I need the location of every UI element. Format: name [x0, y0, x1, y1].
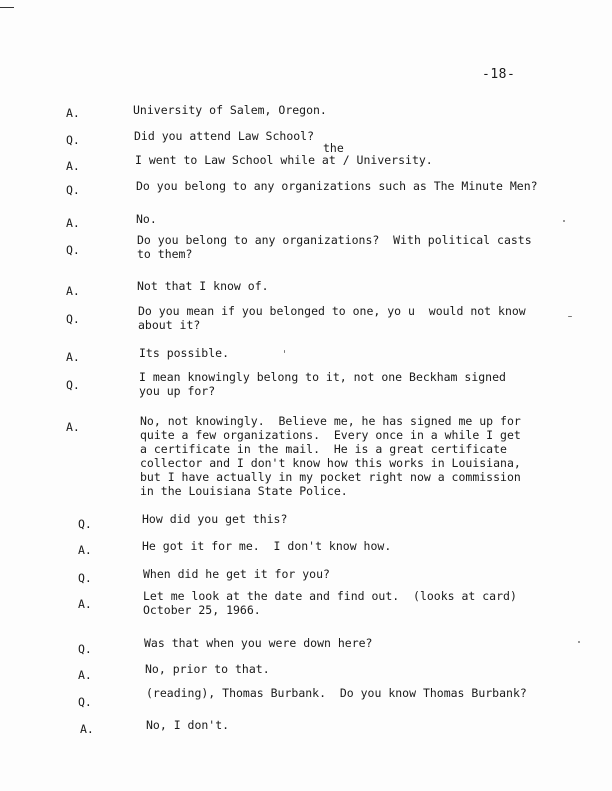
speaker-label: A. [66, 284, 80, 298]
entry-text: Not that I know of. [137, 279, 269, 293]
entry-text: Do you belong to any organizations? With political casts to them? [137, 233, 532, 261]
scan-speck [284, 350, 285, 353]
entry-text: How did you get this? [142, 512, 288, 526]
entry-text: Did you attend Law School? [134, 129, 315, 143]
entry-text: No, not knowingly. Believe me, he has signed me up for quite a few organizations. Every once in a while I get a certificate in the mail. He is a great certificate collector and I don't know how this works in Louisiana, but I have actually in my pocket right now a commission in the Louisiana State Police. [140, 414, 521, 498]
speaker-label: Q. [78, 695, 92, 709]
speaker-label: A. [80, 722, 94, 736]
speaker-label: Q. [66, 133, 80, 147]
handwritten-insertion: the [323, 141, 344, 155]
speaker-label: Q. [66, 378, 80, 392]
entry-text: No. [136, 212, 157, 226]
speaker-label: Q. [78, 642, 92, 656]
speaker-label: A. [78, 597, 92, 611]
entry-text: Let me look at the date and find out. (looks at card) October 25, 1966. [143, 589, 517, 617]
entry-text: He got it for me. I don't know how. [142, 539, 392, 553]
entry-text: I went to Law School while at / University. [135, 153, 433, 167]
speaker-label: A. [66, 106, 80, 120]
speaker-label: Q. [78, 571, 92, 585]
speaker-label: Q. [66, 183, 80, 197]
speaker-label: Q. [66, 243, 80, 257]
entry-text: (reading), Thomas Burbank. Do you know Thomas Burbank? [146, 686, 527, 700]
entry-text: No, prior to that. [145, 662, 270, 676]
speaker-label: A. [66, 216, 80, 230]
entry-text: Its possible. [139, 346, 230, 360]
entry-text: Do you mean if you belonged to one, yo u would not know about it? [138, 304, 526, 332]
speaker-label: Q. [78, 517, 92, 531]
entry-text: Do you belong to any organizations such as The Minute Men? [136, 179, 538, 193]
speaker-label: A. [66, 420, 80, 434]
entry-text: University of Salem, Oregon. [133, 103, 327, 117]
speaker-label: A. [78, 668, 92, 682]
scan-speck [563, 220, 565, 222]
speaker-label: A. [66, 350, 80, 364]
speaker-label: A. [66, 159, 80, 173]
entry-text: Was that when you were down here? [144, 636, 373, 650]
entry-text: I mean knowingly belong to it, not one Beckham signed you up for? [139, 370, 506, 398]
entry-text: When did he get it for you? [143, 567, 330, 581]
speaker-label: Q. [66, 312, 80, 326]
speaker-label: A. [78, 543, 92, 557]
scan-speck [578, 641, 580, 643]
corner-mark [0, 7, 14, 8]
entry-text: No, I don't. [146, 718, 230, 732]
scan-speck [568, 316, 572, 317]
page-number: -18- [482, 67, 516, 82]
